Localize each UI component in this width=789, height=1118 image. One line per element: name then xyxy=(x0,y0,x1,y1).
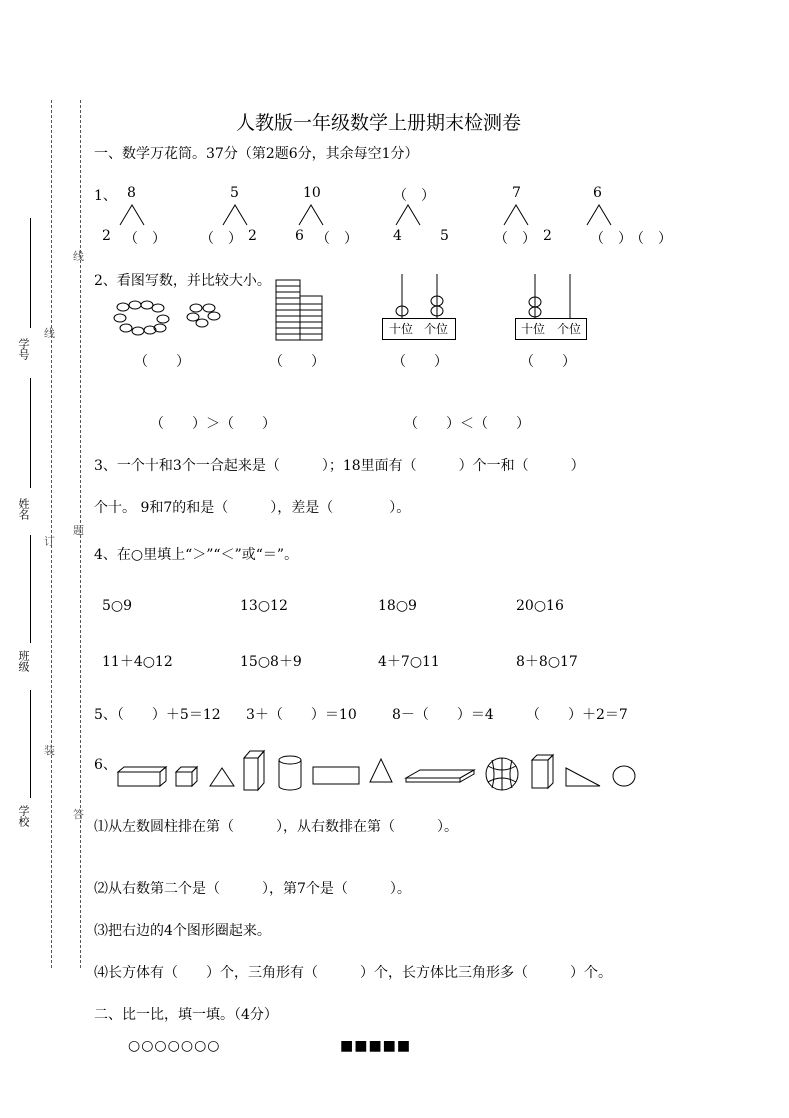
ovals-ten-icon xyxy=(113,300,173,338)
cylinder-icon xyxy=(279,756,301,790)
q4-row2-item-4[interactable]: 8＋8○17 xyxy=(516,654,578,670)
abacus-1-tens-label: 十位 xyxy=(389,322,414,336)
slab-icon xyxy=(406,770,474,782)
bond-1-left: 2 xyxy=(102,228,111,244)
school-underline xyxy=(30,690,31,798)
tall-cuboid-icon xyxy=(244,751,264,790)
q2-compare-left[interactable]: （ ）＞（ ） xyxy=(150,416,276,432)
bond-2-top: 5 xyxy=(230,185,239,201)
name-label: 姓名 xyxy=(17,498,30,520)
bond-6-top: 6 xyxy=(593,185,602,201)
section2-squares: ■■■■■ xyxy=(340,1038,412,1054)
q4-row1-item-1[interactable]: 5○9 xyxy=(102,598,133,614)
right-triangle-icon xyxy=(566,768,600,786)
q6-sub-1: ⑴从左数圆柱排在第（ ），从右数排在第（ ）。 xyxy=(94,819,458,835)
section2-circles: ○○○○○○○ xyxy=(128,1038,221,1054)
q5-item-3[interactable]: 8－（ ）＝4 xyxy=(392,707,494,723)
student-id-label: 学号 xyxy=(17,338,30,360)
name-underline xyxy=(30,378,31,488)
bond-3-top: 10 xyxy=(303,185,321,201)
bond-6-right: （ ） xyxy=(630,231,672,247)
binding-char-line-2: 线 xyxy=(73,250,84,263)
triangle-icon xyxy=(210,768,234,786)
q4-row1-item-3[interactable]: 18○9 xyxy=(378,598,417,614)
abacus-2-ones-label: 个位 xyxy=(557,322,582,336)
triangle-icon-2 xyxy=(370,759,392,782)
bond-4-right: 5 xyxy=(440,228,449,244)
bond-4-left: 4 xyxy=(393,228,402,244)
circle-icon xyxy=(613,766,635,786)
binding-char-answer: 答 xyxy=(73,808,84,821)
cuboid-icon xyxy=(532,755,553,788)
bond-6-left: （ ） xyxy=(590,231,632,247)
q2-compare-right[interactable]: （ ）＜（ ） xyxy=(404,416,530,432)
shapes-row xyxy=(116,748,646,798)
bond-3-branches xyxy=(296,203,326,227)
bond-4-top: （ ） xyxy=(393,188,435,204)
bond-5-top: 7 xyxy=(512,185,521,201)
q4-text: 4、在○里填上“＞”“＜”或“＝”。 xyxy=(94,547,299,563)
q1-number: 1、 xyxy=(94,188,117,204)
q3-line-1: 3、一个十和3个一合起来是（ ）；18里面有（ ）个一和（ ） xyxy=(94,458,585,474)
section1-heading: 一、数学万花筒。37分（第2题6分，其余每空1分） xyxy=(94,146,419,162)
binding-char-question: 题 xyxy=(73,524,84,537)
cuboid-flat-icon xyxy=(118,767,166,786)
class-underline xyxy=(30,535,31,643)
bond-2-right: 2 xyxy=(248,228,257,244)
q6-sub-3: ⑶把右边的4个图形圈起来。 xyxy=(94,923,271,939)
q2-blank-3[interactable]: （ ） xyxy=(392,354,448,370)
q2-blank-1[interactable]: （ ） xyxy=(134,354,190,370)
q6-number: 6、 xyxy=(94,757,117,773)
bond-5-right: 2 xyxy=(543,228,552,244)
q5-item-4[interactable]: （ ）＋2＝7 xyxy=(526,707,628,723)
q2-blank-2[interactable]: （ ） xyxy=(269,354,325,370)
bond-6-branches xyxy=(584,203,614,227)
ovals-five-icon xyxy=(187,302,221,328)
q6-sub-2: ⑵从右数第二个是（ ），第7个是（ ）。 xyxy=(94,881,411,897)
bond-2-left: （ ） xyxy=(200,231,242,247)
student-id-underline xyxy=(30,218,31,328)
school-label: 学校 xyxy=(17,805,30,827)
bond-3-right: （ ） xyxy=(316,231,358,247)
abacus-1-rods xyxy=(382,272,454,320)
bond-4-branches xyxy=(393,203,423,227)
q5-item-1[interactable]: 5、（ ）＋5＝12 xyxy=(94,707,221,723)
abacus-1-ones-label: 个位 xyxy=(424,322,449,336)
q4-row2-item-3[interactable]: 4＋7○11 xyxy=(378,654,440,670)
q2-blank-4[interactable]: （ ） xyxy=(520,354,576,370)
q5-item-2[interactable]: 3＋（ ）＝10 xyxy=(246,707,357,723)
q4-row2-item-1[interactable]: 11＋4○12 xyxy=(102,654,173,670)
bond-3-left: 6 xyxy=(295,228,304,244)
q4-row1-item-4[interactable]: 20○16 xyxy=(516,598,564,614)
ball-icon xyxy=(486,758,518,790)
binding-char-staple: 订 xyxy=(44,535,55,548)
bond-5-branches xyxy=(501,203,531,227)
q4-row1-item-2[interactable]: 13○12 xyxy=(240,598,288,614)
binding-char-line-1: 线 xyxy=(44,327,55,340)
section2-heading: 二、比一比，填一填。（4分） xyxy=(94,1007,278,1023)
bond-1-top: 8 xyxy=(127,185,136,201)
q4-row2-item-2[interactable]: 15○8＋9 xyxy=(240,654,302,670)
cube-icon xyxy=(176,767,197,786)
stacked-sticks-icon xyxy=(274,278,324,342)
q6-sub-4: ⑷长方体有（ ）个，三角形有（ ）个，长方体比三角形多（ ）个。 xyxy=(94,965,612,981)
class-label: 班级 xyxy=(17,650,30,672)
binding-char-bind: 装 xyxy=(44,744,55,757)
bond-2-branches xyxy=(220,203,250,227)
page-title: 人教版一年级数学上册期末检测卷 xyxy=(236,112,522,134)
q3-line-2: 个十。 9和7的和是（ ），差是（ ）。 xyxy=(94,500,411,516)
bond-1-branches xyxy=(117,203,147,227)
abacus-2-tens-label: 十位 xyxy=(521,322,546,336)
q2-text: 2、看图写数，并比较大小。 xyxy=(94,273,271,289)
bond-1-right: （ ） xyxy=(124,231,166,247)
rectangle-icon xyxy=(313,767,359,784)
bond-5-left: （ ） xyxy=(494,231,536,247)
abacus-2-rods xyxy=(515,272,587,320)
